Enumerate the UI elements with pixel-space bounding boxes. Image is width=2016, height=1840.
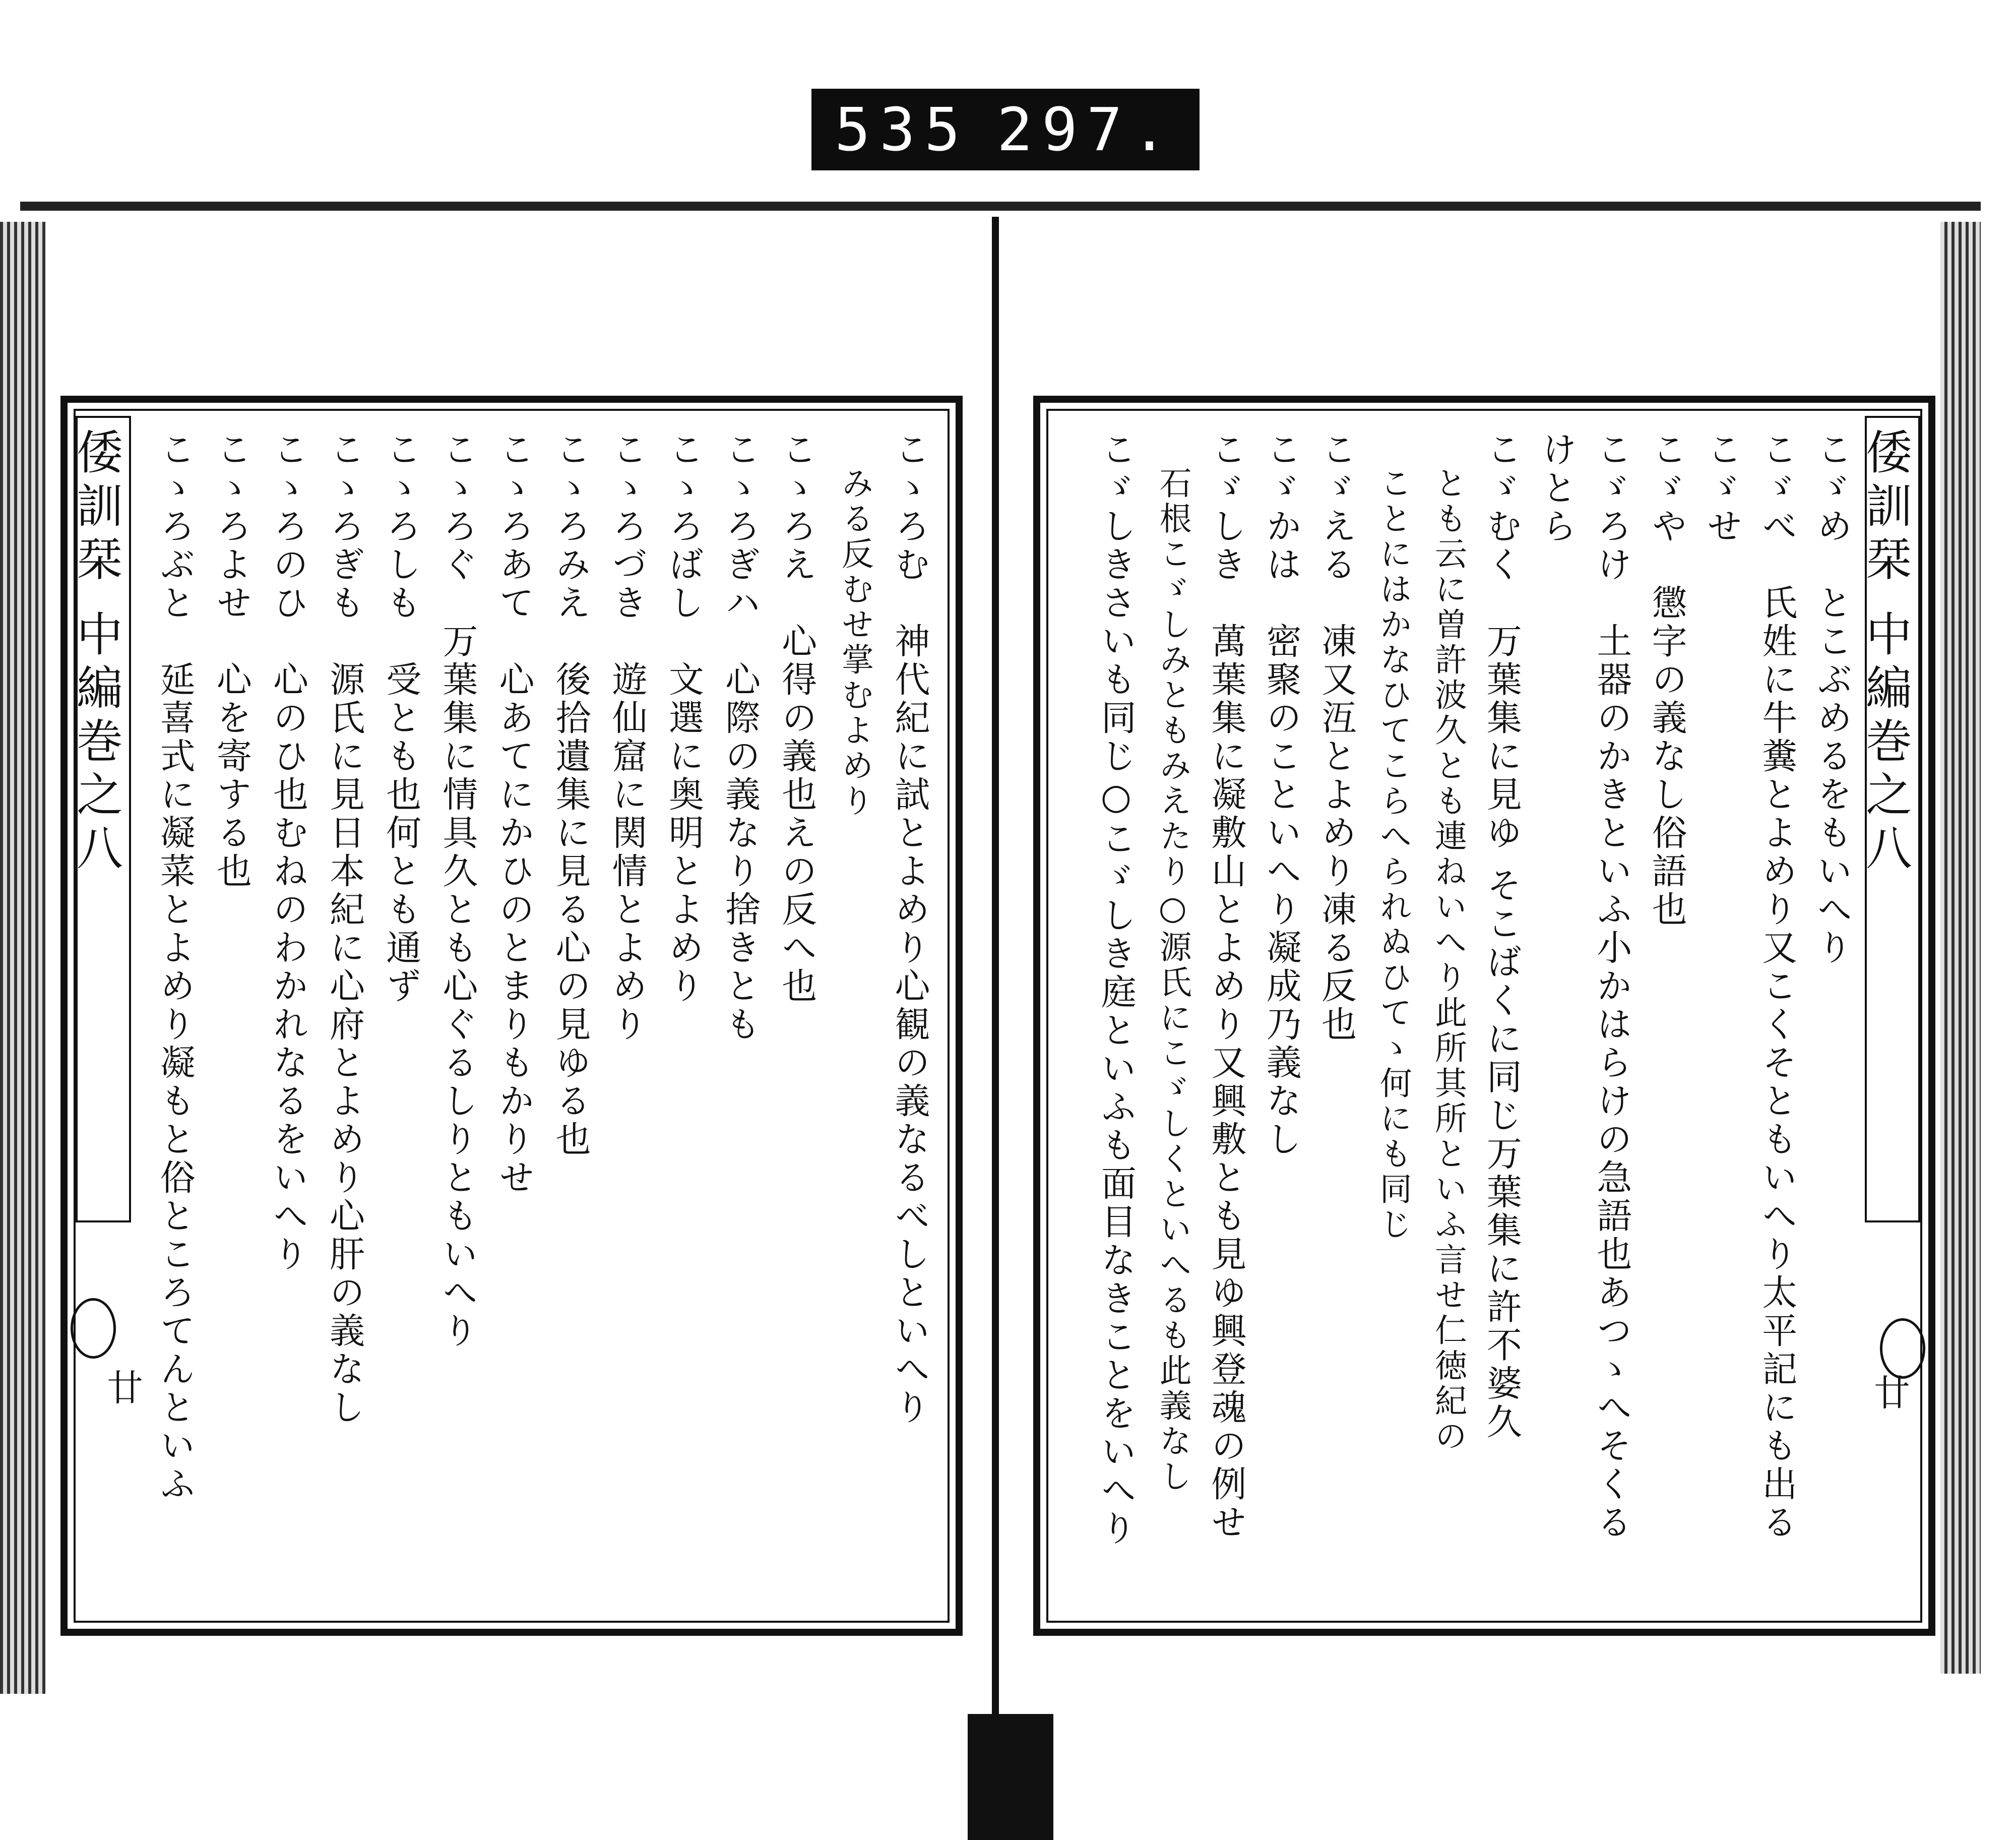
text-column: こゝろばし 文選に奥明とよめり bbox=[663, 431, 705, 1006]
right-running-head: 倭訓栞 中編巻之八 bbox=[1865, 416, 1920, 1222]
text-column: こゝろのひ 心のひ也むねのわかれなるをいへり bbox=[267, 431, 309, 1274]
book-gutter bbox=[992, 217, 999, 1754]
shelf-label-right-number: 297. bbox=[996, 95, 1176, 164]
text-column: こゝろしも 受とも也何とも通ず bbox=[380, 431, 422, 1006]
shelf-label-left-number: 535 bbox=[835, 95, 970, 164]
text-column: こゞせ bbox=[1701, 431, 1743, 546]
left-running-head: 倭訓栞 中編巻之八 bbox=[76, 416, 131, 1222]
left-fold-mark bbox=[71, 1298, 116, 1359]
text-column: こゝろよせ 心を寄する也 bbox=[211, 431, 253, 891]
right-fold-mark bbox=[1880, 1318, 1925, 1379]
text-column: とも云に曽許波久とも連ねいへり此所其所といふ言せ仁徳紀の bbox=[1429, 431, 1467, 1454]
book-edge-right bbox=[1940, 222, 1981, 1674]
text-column: ことにはかなひてこらへられぬひてゝ何にも同じ bbox=[1374, 431, 1412, 1243]
text-column: こゝろあて 心あてにかひのとまりもかりせ bbox=[493, 431, 535, 1197]
text-column: こゝろえ 心得の義也えの反へ也 bbox=[776, 431, 817, 1006]
right-page-number: 廿 bbox=[1868, 1374, 1910, 1410]
text-column: こゞえる 凍又沍とよめり凍る反也 bbox=[1315, 431, 1357, 1044]
text-column: こゝろぎハ 心際の義なり捨きとも bbox=[719, 431, 761, 1044]
shelf-label bbox=[811, 89, 1200, 170]
text-column: こゞしきさいも同じ○こゞしき庭といふも面目なきことをいへり bbox=[1095, 431, 1137, 1548]
text-column: みる反むせ掌むよめり bbox=[836, 431, 873, 819]
right-page bbox=[1033, 396, 1935, 1636]
book-edge-left bbox=[0, 222, 45, 1694]
text-column: こゞかは 密聚のこといへり凝成乃義なし bbox=[1261, 431, 1302, 1159]
text-column: けとら bbox=[1536, 431, 1578, 546]
text-column: こゞむく 万葉集に見ゆ そこばくに同じ万葉集に許不婆久 bbox=[1481, 431, 1523, 1442]
left-text-columns bbox=[136, 431, 930, 1606]
text-column: こゝろぶと 延喜式に凝菜とよめり凝もと俗ところてんといふ bbox=[154, 431, 196, 1504]
text-column: こゞべ 氏姓に牛糞とよめり又こくそともいへり太平記にも出る bbox=[1756, 431, 1798, 1542]
text-column: こゞしき 萬葉集に凝敷山とよめり又興敷とも見ゆ興登魂の例せ bbox=[1205, 431, 1247, 1542]
text-column: 石根こゞしみともみえたり○源氏にこゞしくといへるも此義なし bbox=[1154, 431, 1191, 1495]
text-column: こゝろみえ 後拾遺集に見る心の見ゆる也 bbox=[550, 431, 592, 1159]
text-column: こゝろむ 神代紀に試とよめり心観の義なるべしといへり bbox=[889, 431, 930, 1427]
text-column: こゞや 懲字の義なし俗語也 bbox=[1646, 431, 1688, 929]
left-page-number: 廿 bbox=[101, 1369, 143, 1405]
right-text-columns bbox=[1079, 431, 1853, 1606]
text-column: こゞろけ 土器のかきといふ小かはらけの急語也あつゝへそくる bbox=[1591, 431, 1632, 1542]
text-column: こゝろぎも 源氏に見日本紀に心府とよめり心肝の義なし bbox=[324, 431, 365, 1427]
left-page bbox=[60, 396, 963, 1636]
text-column: こゞめ とこぶめるをもいへり bbox=[1811, 431, 1853, 967]
text-column: こゝろづき 遊仙窟に関情とよめり bbox=[606, 431, 648, 1044]
spine-block bbox=[968, 1714, 1053, 1840]
text-column: こゝろぐ 万葉集に情具久とも心ぐるしりともいへり bbox=[436, 431, 478, 1351]
